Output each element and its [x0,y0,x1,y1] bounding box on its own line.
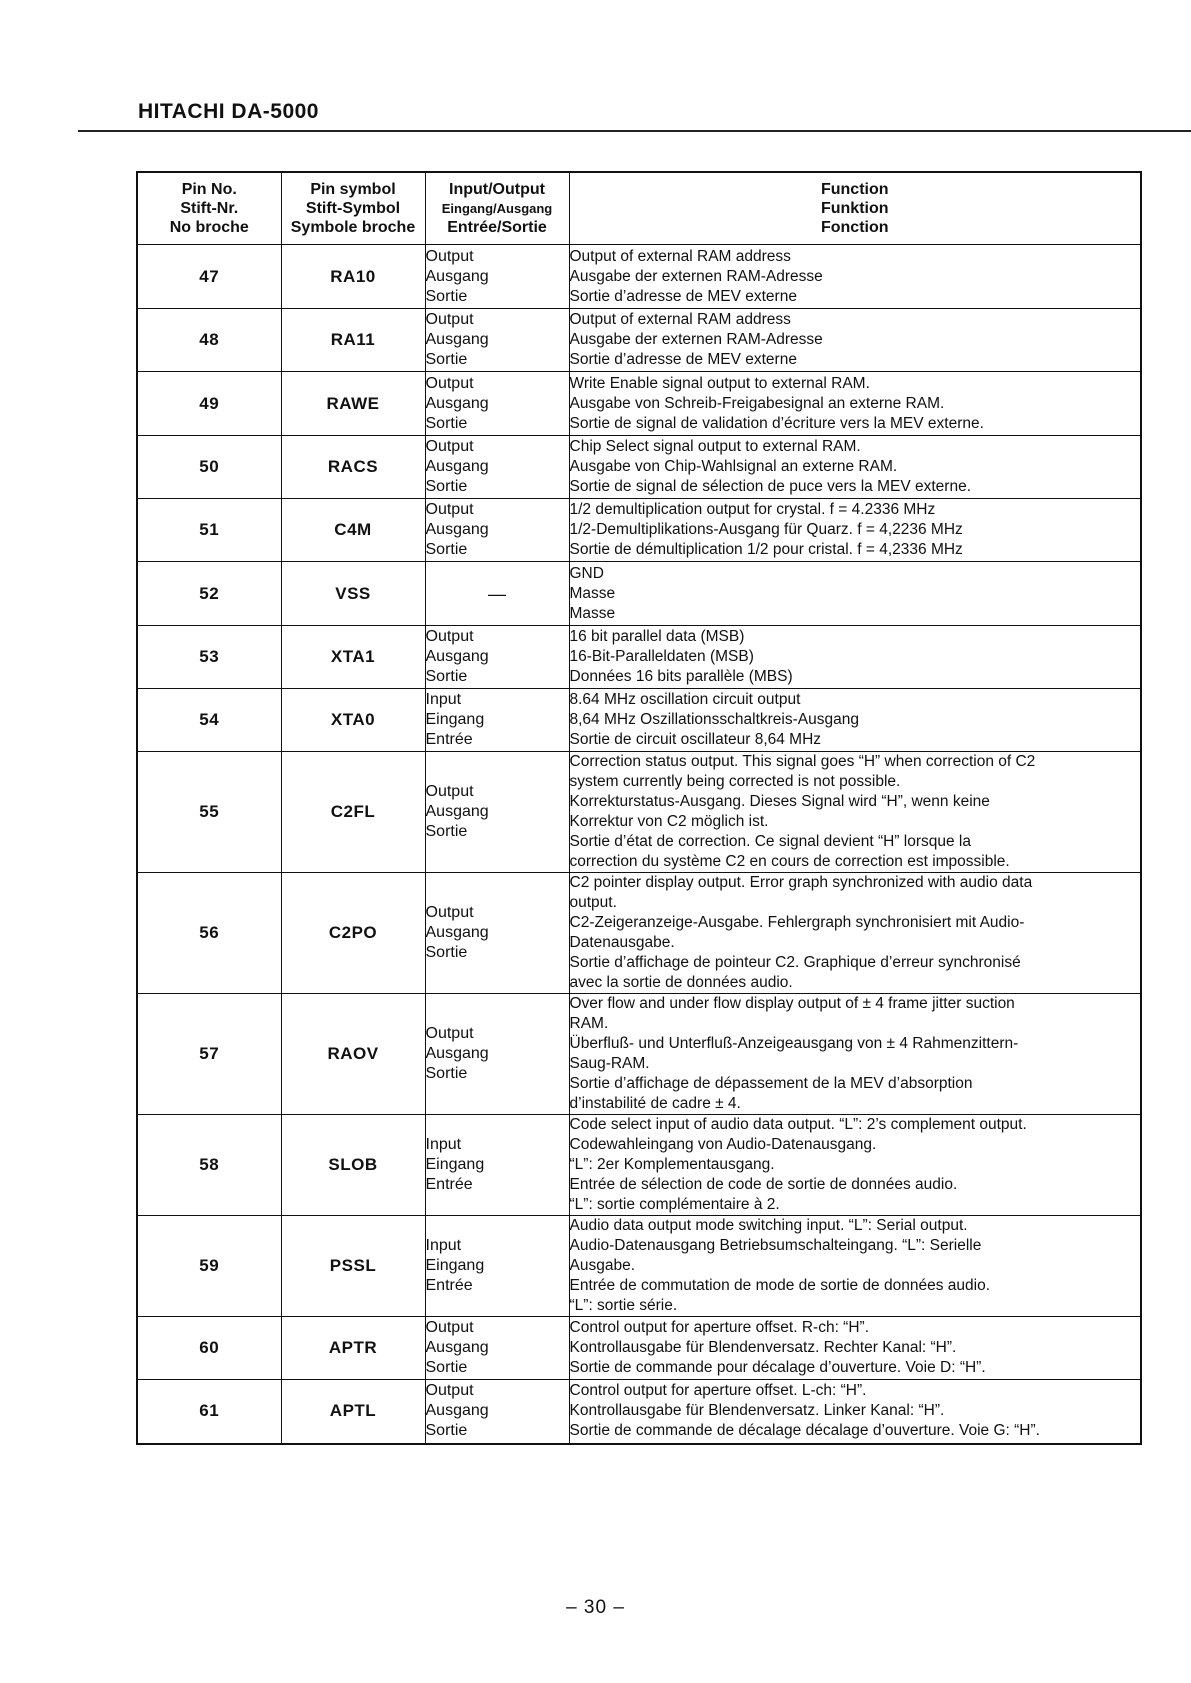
table-row [137,1317,1141,1380]
input-output-cell [425,626,569,689]
function-line: “L”: sortie série. [569,1297,678,1314]
header-pin-symbol-fr: Symbole broche [290,219,416,236]
header-pin-symbol-en: Pin symbol [310,181,396,198]
function-cell [569,994,1141,1115]
io-line: Output [425,438,474,455]
io-line: Sortie [425,1359,468,1376]
pin-symbol-cell: C2FL [281,752,425,873]
function-line: Audio data output mode switching input. “L”: Serial output. [569,1217,968,1234]
io-line: Input [425,1136,462,1153]
header-pin-symbol [281,172,425,245]
function-line: Ausgabe der externen RAM-Adresse [569,267,823,285]
function-line: Output of external RAM address [569,311,791,328]
function-cell [569,245,1141,309]
header-function-de: Funktion [820,200,889,217]
pin-number-cell: 47 [137,245,281,309]
function-cell [569,873,1141,994]
function-line: system currently being corrected is not possible. [569,773,901,790]
function-cell [569,499,1141,562]
header-function-fr: Fonction [820,219,889,236]
function-line: Sortie de commande pour décalage d’ouverture. Voie D: “H”. [569,1359,986,1376]
io-line: Ausgang [425,521,489,538]
table-row [137,626,1141,689]
function-line: 8.64 MHz oscillation circuit output [569,691,801,708]
io-line: Eingang [425,1257,485,1274]
io-line: Sortie [425,1065,468,1082]
input-output-cell [425,499,569,562]
io-line: Output [425,1319,474,1336]
pin-number-cell: 51 [137,499,281,562]
input-output-cell: — [425,562,569,626]
io-line: Sortie [425,287,468,305]
table-row [137,562,1141,626]
input-output-cell [425,689,569,752]
function-line: Masse [569,604,616,622]
io-line: Sortie [425,414,468,432]
function-line: Correction status output. This signal goes “H” when correction of C2 [569,753,1036,770]
function-line: Sortie de commande de décalage décalage d’ouverture. Voie G: “H”. [569,1422,1040,1440]
pin-symbol-cell: C2PO [281,873,425,994]
function-line: Datenausgabe. [569,934,675,951]
function-line: C2 pointer display output. Error graph synchronized with audio data [569,874,1033,891]
header-pin-no [137,172,281,245]
header-pin-no-de: Stift-Nr. [180,200,239,217]
io-line: Entrée [425,1277,473,1294]
input-output-cell [425,752,569,873]
io-line: Ausgang [425,803,489,820]
header-io-fr: Entrée/Sortie [447,219,547,236]
io-line: Sortie [425,541,468,558]
function-line: 8,64 MHz Oszillationsschaltkreis-Ausgang [569,711,859,728]
function-line: Sortie de démultiplication 1/2 pour cristal. f = 4,2336 MHz [569,541,963,558]
io-line: Entrée [425,1176,473,1193]
io-line: Ausgang [425,267,489,285]
io-line: Sortie [425,823,468,840]
function-line: 1/2 demultiplication output for crystal. f = 4.2336 MHz [569,501,936,518]
function-line: Sortie d’affichage de dépassement de la MEV d’absorption [569,1075,973,1092]
header-pin-no-fr: No broche [169,219,249,236]
io-line: Ausgang [425,394,489,412]
input-output-cell [425,245,569,309]
input-output-cell [425,1216,569,1317]
function-line: RAM. [569,1015,609,1032]
function-line: Codewahleingang von Audio-Datenausgang. [569,1136,877,1153]
pin-number-cell: 59 [137,1216,281,1317]
input-output-cell [425,436,569,499]
table-row [137,309,1141,372]
function-line: d’instabilité de cadre ± 4. [569,1095,741,1112]
function-line: Kontrollausgabe für Blendenversatz. Linker Kanal: “H”. [569,1402,945,1420]
function-cell [569,1115,1141,1216]
header-function-en: Function [820,181,889,198]
function-line: GND [569,564,604,582]
table-header-row [137,172,1141,245]
io-line: Input [425,691,462,708]
io-line: Ausgang [425,458,489,475]
function-cell [569,689,1141,752]
function-cell [569,626,1141,689]
table-row [137,1380,1141,1444]
io-line: Output [425,311,474,328]
input-output-cell [425,309,569,372]
io-line: Output [425,1025,474,1042]
function-cell [569,1317,1141,1380]
function-line: Write Enable signal output to external RAM. [569,374,870,392]
function-line: Sortie d’adresse de MEV externe [569,351,797,368]
pin-symbol-cell: VSS [281,562,425,626]
pin-symbol-cell: RA11 [281,309,425,372]
pin-number-cell: 56 [137,873,281,994]
table-row [137,245,1141,309]
header-pin-no-en: Pin No. [181,181,237,198]
function-line: 16-Bit-Paralleldaten (MSB) [569,648,754,665]
pin-symbol-cell: RACS [281,436,425,499]
function-line: Sortie de circuit oscillateur 8,64 MHz [569,731,822,748]
function-cell [569,309,1141,372]
function-line: Überfluß- und Unterfluß-Anzeigeausgang von ± 4 Rahmenzittern- [569,1035,1019,1052]
function-line: 16 bit parallel data (MSB) [569,628,745,645]
function-cell [569,436,1141,499]
function-line: Ausgabe der externen RAM-Adresse [569,331,823,348]
function-line: Masse [569,584,616,602]
header-pin-symbol-de: Stift-Symbol [305,200,401,217]
input-output-cell [425,873,569,994]
input-output-cell [425,372,569,436]
io-line: Eingang [425,1156,485,1173]
function-line: Chip Select signal output to external RAM. [569,438,861,455]
function-line: “L”: sortie complémentaire à 2. [569,1196,780,1213]
table-row [137,436,1141,499]
function-line: Ausgabe von Schreib-Freigabesignal an externe RAM. [569,394,945,412]
pin-symbol-cell: RA10 [281,245,425,309]
table-row [137,994,1141,1115]
function-line: Control output for aperture offset. L-ch: “H”. [569,1382,867,1400]
input-output-cell [425,994,569,1115]
page-number: – 30 – [566,1597,625,1618]
table-row [137,1115,1141,1216]
function-cell [569,1380,1141,1444]
input-output-cell [425,1317,569,1380]
pin-number-cell: 52 [137,562,281,626]
pin-number-cell: 49 [137,372,281,436]
function-line: Code select input of audio data output. “L”: 2’s complement output. [569,1116,1027,1133]
function-line: Sortie d’affichage de pointeur C2. Graphique d’erreur synchronisé [569,954,1021,971]
input-output-cell [425,1115,569,1216]
io-line: Eingang [425,711,485,728]
header-io-en: Input/Output [449,181,545,198]
io-line: Ausgang [425,1045,489,1062]
function-line: Sortie d’état de correction. Ce signal devient “H” lorsque la [569,833,971,850]
function-line: Ausgabe von Chip-Wahlsignal an externe RAM. [569,458,898,475]
table-row [137,499,1141,562]
pin-number-cell: 61 [137,1380,281,1444]
function-line: Saug-RAM. [569,1055,650,1072]
table-row [137,372,1141,436]
header-io-de: Eingang/Ausgang [441,201,553,216]
pin-symbol-cell: APTR [281,1317,425,1380]
pin-symbol-cell: APTL [281,1380,425,1444]
header-input-output [425,172,569,245]
pin-symbol-cell: XTA0 [281,689,425,752]
io-line: Output [425,628,474,645]
function-line: Korrektur von C2 möglich ist. [569,813,769,830]
io-line: Sortie [425,351,468,368]
function-cell [569,752,1141,873]
pin-symbol-cell: C4M [281,499,425,562]
function-line: Sortie d’adresse de MEV externe [569,287,797,305]
pin-number-cell: 50 [137,436,281,499]
function-line: Sortie de signal de validation d’écriture vers la MEV externe. [569,414,984,432]
function-cell [569,372,1141,436]
function-line: Données 16 bits parallèle (MBS) [569,668,793,685]
table-row [137,689,1141,752]
pin-number-cell: 54 [137,689,281,752]
io-line: Output [425,501,474,518]
function-line: C2-Zeigeranzeige-Ausgabe. Fehlergraph synchronisiert mit Audio- [569,914,1025,931]
pin-symbol-cell: XTA1 [281,626,425,689]
table-row [137,1216,1141,1317]
pin-number-cell: 58 [137,1115,281,1216]
io-line: Sortie [425,1422,468,1440]
io-line: Input [425,1237,462,1254]
pin-number-cell: 55 [137,752,281,873]
pin-symbol-cell: SLOB [281,1115,425,1216]
function-line: Output of external RAM address [569,247,791,265]
function-line: Over flow and under flow display output of ± 4 frame jitter suction [569,995,1015,1012]
pin-symbol-cell: RAOV [281,994,425,1115]
page-header-title: HITACHI DA-5000 [138,100,319,123]
function-line: Control output for aperture offset. R-ch: “H”. [569,1319,870,1336]
io-line: Output [425,247,474,265]
function-line: Entrée de commutation de mode de sortie de données audio. [569,1277,990,1294]
header-function [569,172,1141,245]
io-line: Output [425,904,474,921]
io-line: Entrée [425,731,473,748]
io-line: Output [425,1382,474,1400]
function-line: Sortie de signal de sélection de puce vers la MEV externe. [569,478,972,495]
io-line: Sortie [425,668,468,685]
function-line: Ausgabe. [569,1257,635,1274]
function-cell [569,1216,1141,1317]
io-line: Sortie [425,944,468,961]
io-line: Sortie [425,478,468,495]
table-body [137,245,1141,1444]
io-line: Ausgang [425,1339,489,1356]
io-line: Output [425,374,474,392]
function-line: 1/2-Demultiplikations-Ausgang für Quarz. f = 4,2236 MHz [569,521,963,538]
table-row [137,752,1141,873]
pin-function-table [136,171,1142,1445]
pin-symbol-cell: RAWE [281,372,425,436]
function-line: Kontrollausgabe für Blendenversatz. Rechter Kanal: “H”. [569,1339,957,1356]
function-line: “L”: 2er Komplementausgang. [569,1156,775,1173]
io-line: Ausgang [425,1402,489,1420]
function-line: Entrée de sélection de code de sortie de données audio. [569,1176,958,1193]
io-line: Ausgang [425,924,489,941]
table-row [137,873,1141,994]
header-rule [78,130,1191,132]
pin-number-cell: 60 [137,1317,281,1380]
pin-number-cell: 57 [137,994,281,1115]
pin-symbol-cell: PSSL [281,1216,425,1317]
pin-number-cell: 53 [137,626,281,689]
io-line: Output [425,783,474,800]
pin-number-cell: 48 [137,309,281,372]
function-line: avec la sortie de données audio. [569,974,793,991]
input-output-cell [425,1380,569,1444]
function-line: output. [569,894,617,911]
io-line: Ausgang [425,648,489,665]
function-line: Korrekturstatus-Ausgang. Dieses Signal wird “H”, wenn keine [569,793,990,810]
function-cell [569,562,1141,626]
function-line: Audio-Datenausgang Betriebsumschalteingang. “L”: Serielle [569,1237,982,1254]
io-line: Ausgang [425,331,489,348]
function-line: correction du système C2 en cours de correction est impossible. [569,853,1010,870]
